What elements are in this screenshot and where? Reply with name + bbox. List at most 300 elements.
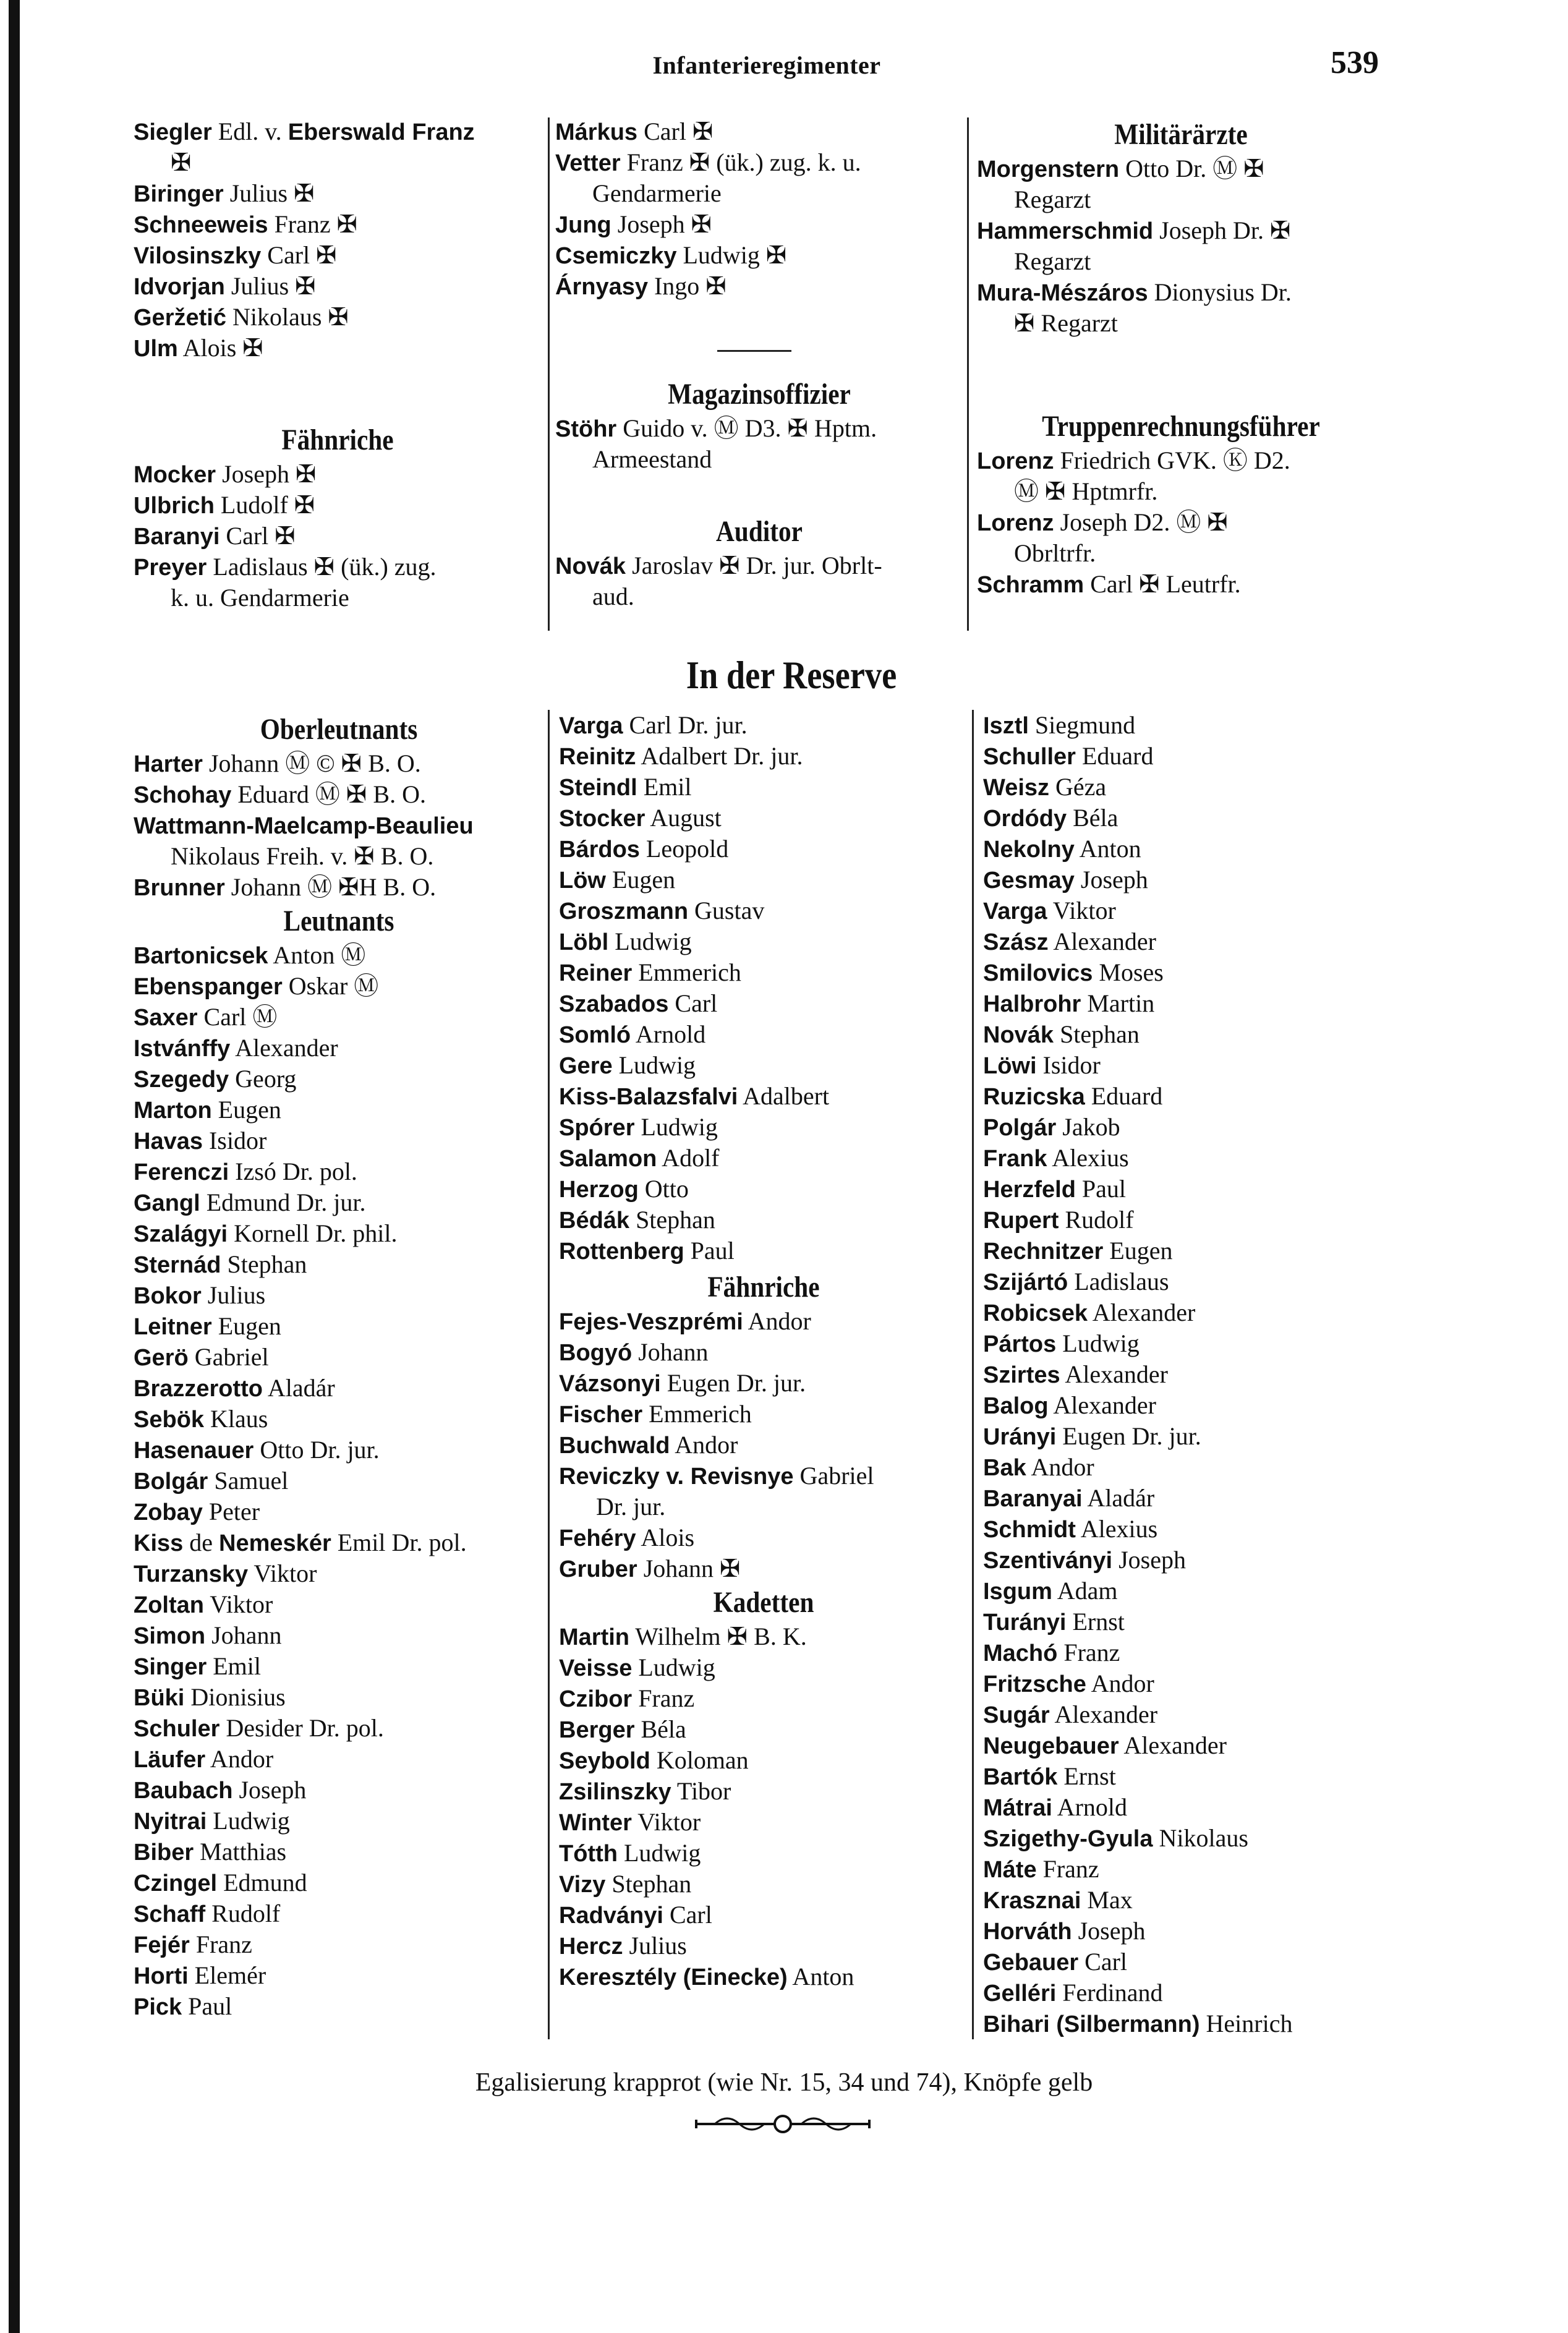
entry-surname: Gere bbox=[559, 1053, 613, 1079]
entry-text: Arnold bbox=[631, 1020, 706, 1048]
list-item bbox=[559, 988, 968, 1019]
col2-kadetten-list bbox=[559, 1621, 968, 1992]
list-item bbox=[134, 1280, 544, 1311]
entry-surname: Vetter bbox=[555, 150, 621, 176]
entry-text: Max bbox=[1081, 1886, 1133, 1914]
cross-icon: ✠ bbox=[346, 780, 367, 809]
entry-surname: Biringer bbox=[134, 181, 224, 207]
list-item bbox=[977, 215, 1385, 246]
list-item bbox=[559, 834, 968, 864]
entry-text: Paul bbox=[1075, 1175, 1127, 1203]
list-item bbox=[559, 1807, 968, 1838]
entry-surname: Hasenauer bbox=[134, 1438, 254, 1464]
entry-surname: Harter bbox=[134, 751, 203, 777]
entry-surname: Krasznai bbox=[983, 1888, 1081, 1914]
page-number: 539 bbox=[1331, 45, 1379, 80]
entry-surname: Szalágyi bbox=[134, 1221, 228, 1247]
entry-text: Eugen bbox=[211, 1096, 281, 1124]
entry-surname: Rupert bbox=[983, 1208, 1059, 1234]
entry-surname: Horti bbox=[134, 1963, 189, 1989]
entry-text: Béla bbox=[634, 1715, 686, 1743]
entry-surname: Saxer bbox=[134, 1005, 198, 1031]
entry-text: Julius bbox=[224, 272, 296, 300]
cross-icon: ✠ bbox=[1045, 477, 1066, 506]
entry-text: Joseph bbox=[232, 1776, 307, 1804]
col3-militararzte-heading: Militärärzte bbox=[1114, 118, 1248, 151]
list-item bbox=[983, 1081, 1391, 1112]
list-item bbox=[134, 1713, 544, 1744]
entry-surname: Varga bbox=[983, 898, 1047, 924]
entry-surname: Fejes-Veszprémi bbox=[559, 1309, 743, 1335]
entry-text: Andor bbox=[1026, 1453, 1094, 1481]
entry-text: Ludwig bbox=[634, 1113, 718, 1141]
entry-text: Franz bbox=[1057, 1639, 1120, 1666]
entry-surname: Czingel bbox=[134, 1870, 218, 1896]
entry-surname: Schramm bbox=[977, 572, 1084, 598]
entry-surname: Havas bbox=[134, 1128, 203, 1154]
entry-surname: Löbl bbox=[559, 929, 609, 955]
list-item bbox=[559, 1174, 968, 1205]
entry-text: Leopold bbox=[639, 835, 729, 863]
list-item bbox=[983, 1112, 1391, 1143]
entry-text: Jaroslav bbox=[626, 552, 720, 579]
list-item bbox=[977, 184, 1385, 215]
entry-text: de bbox=[183, 1529, 219, 1556]
list-item bbox=[559, 1745, 968, 1776]
entry-text: Béla bbox=[1067, 804, 1118, 832]
entry-text: B. O. bbox=[374, 842, 434, 870]
entry-surname: Márkus bbox=[555, 119, 638, 145]
entry-text: Franz bbox=[189, 1930, 252, 1958]
list-item bbox=[555, 444, 963, 475]
entry-surname: Leitner bbox=[134, 1314, 212, 1340]
column-rule-bottom-2 bbox=[972, 710, 974, 2039]
entry-text: Ladislaus bbox=[1068, 1268, 1169, 1295]
entry-text: Julius bbox=[223, 179, 294, 207]
page-spine-edge bbox=[9, 0, 20, 2333]
list-item bbox=[134, 872, 544, 903]
list-item bbox=[559, 1930, 968, 1961]
entry-text: Alexander bbox=[1048, 1391, 1156, 1419]
entry-text: Martin bbox=[1081, 989, 1155, 1017]
entry-text: Joseph D2. Ⓜ bbox=[1054, 508, 1208, 536]
entry-surname: Szirtes bbox=[983, 1362, 1060, 1388]
cross-icon: ✠ bbox=[1243, 155, 1264, 183]
entry-text: Ludwig bbox=[207, 1807, 290, 1835]
entry-text: Aladár bbox=[263, 1374, 335, 1402]
list-item bbox=[983, 741, 1391, 772]
entry-surname: Ulbrich bbox=[134, 493, 215, 519]
col2-top-list bbox=[555, 116, 963, 302]
cross-icon: ✠ bbox=[275, 522, 296, 550]
col2-auditor-heading: Auditor bbox=[716, 515, 803, 548]
entry-surname: Biber bbox=[134, 1840, 194, 1866]
entry-text: Joseph bbox=[1112, 1546, 1186, 1574]
entry-surname: Sebök bbox=[134, 1407, 205, 1433]
list-item bbox=[559, 1430, 968, 1461]
entry-surname: Steindl bbox=[559, 775, 637, 801]
entry-text: Andor bbox=[670, 1431, 738, 1459]
entry-surname: Hercz bbox=[559, 1934, 623, 1960]
entry-surname: Bartók bbox=[983, 1764, 1058, 1790]
list-item bbox=[983, 1143, 1391, 1174]
list-item bbox=[134, 147, 542, 178]
list-item bbox=[134, 1775, 544, 1806]
col2-kadetten-section bbox=[559, 1584, 968, 1992]
column-rule-top-2 bbox=[967, 117, 969, 631]
list-item bbox=[983, 926, 1391, 957]
entry-text: Nikolaus bbox=[1153, 1824, 1248, 1852]
cross-icon: ✠ bbox=[705, 272, 726, 301]
list-item bbox=[134, 1373, 544, 1404]
list-item bbox=[983, 772, 1391, 803]
entry-surname: Neugebauer bbox=[983, 1733, 1119, 1759]
entry-text: Regarzt bbox=[1034, 309, 1118, 337]
entry-surname: Fehéry bbox=[559, 1525, 636, 1551]
list-item bbox=[134, 1898, 544, 1929]
entry-surname: Reviczky v. Revisnye bbox=[559, 1464, 794, 1490]
entry-surname: Weisz bbox=[983, 775, 1050, 801]
entry-surname: Stocker bbox=[559, 806, 646, 832]
entry-text: Stephan bbox=[605, 1870, 692, 1898]
entry-surname: Simon bbox=[134, 1623, 206, 1649]
list-item bbox=[983, 1266, 1391, 1297]
list-item bbox=[977, 153, 1385, 184]
list-item bbox=[559, 1900, 968, 1930]
entry-text: Viktor bbox=[203, 1590, 273, 1618]
col2-magazin-heading: Magazinsoffizier bbox=[668, 378, 851, 411]
entry-text: Alexander bbox=[1060, 1360, 1168, 1388]
entry-surname: Morgenstern bbox=[977, 156, 1120, 182]
entry-text: Koloman bbox=[650, 1746, 749, 1774]
entry-text: Otto Dr. jur. bbox=[254, 1436, 380, 1464]
list-item bbox=[983, 957, 1391, 988]
entry-surname: Marton bbox=[134, 1098, 212, 1124]
entry-surname: Bédák bbox=[559, 1208, 630, 1234]
entry-text: Isidor bbox=[1036, 1051, 1101, 1079]
entry-text: Alexander bbox=[1048, 928, 1156, 955]
list-item bbox=[983, 1576, 1391, 1606]
cross-icon: ✠ bbox=[336, 210, 358, 239]
entry-text: Gabriel bbox=[793, 1462, 874, 1490]
list-item bbox=[134, 1806, 544, 1836]
list-item bbox=[134, 940, 544, 971]
list-item bbox=[134, 1836, 544, 1867]
list-item bbox=[983, 1205, 1391, 1235]
entry-surname: Bogyó bbox=[559, 1340, 633, 1366]
entry-text: Joseph bbox=[1072, 1917, 1146, 1945]
entry-surname: Robicsek bbox=[983, 1300, 1088, 1326]
list-item bbox=[134, 1249, 544, 1280]
list-item bbox=[559, 1112, 968, 1143]
entry-text: Desider Dr. pol. bbox=[219, 1714, 384, 1742]
entry-text: Johann bbox=[632, 1338, 709, 1366]
entry-surname: Seybold bbox=[559, 1748, 650, 1774]
list-item bbox=[134, 1682, 544, 1713]
entry-text: Carl bbox=[1078, 1948, 1128, 1976]
entry-text: Jakob bbox=[1056, 1113, 1120, 1141]
entry-text: Anton Ⓜ bbox=[268, 941, 366, 969]
list-item bbox=[559, 1081, 968, 1112]
cross-icon: ✠ bbox=[689, 148, 710, 177]
col2-reserve-list bbox=[559, 710, 968, 1266]
entry-surname: Baranyi bbox=[134, 524, 220, 550]
entry-text: Aladár bbox=[1082, 1484, 1155, 1512]
list-item bbox=[134, 779, 544, 810]
list-item bbox=[134, 748, 544, 779]
list-item bbox=[983, 1885, 1391, 1916]
list-item bbox=[134, 1002, 544, 1033]
entry-surname: Jung bbox=[555, 212, 611, 238]
list-item bbox=[559, 1050, 968, 1081]
entry-text: Ⓜ bbox=[1014, 477, 1045, 505]
col2-magazin-section bbox=[555, 376, 963, 475]
entry-text: Gabriel bbox=[188, 1343, 269, 1371]
list-item bbox=[555, 147, 963, 178]
entry-text: Rudolf bbox=[205, 1900, 281, 1927]
list-item bbox=[134, 1187, 544, 1218]
entry-text: B. K. bbox=[748, 1623, 807, 1650]
entry-text: Emmerich bbox=[632, 958, 741, 986]
list-item bbox=[983, 1421, 1391, 1452]
list-item bbox=[559, 1337, 968, 1368]
list-item bbox=[134, 1991, 544, 2022]
entry-surname: Lorenz bbox=[977, 510, 1054, 536]
cross-icon: ✠ bbox=[295, 460, 317, 488]
entry-text: Adam bbox=[1052, 1577, 1118, 1605]
cross-icon: ✠ bbox=[1207, 508, 1228, 537]
col3-truppen-heading: Truppenrechnungsführer bbox=[1042, 410, 1320, 443]
list-item bbox=[559, 957, 968, 988]
entry-text: Emil bbox=[637, 773, 692, 801]
list-item bbox=[555, 178, 963, 209]
list-item bbox=[983, 864, 1391, 895]
cross-icon: ✠ bbox=[692, 117, 714, 146]
list-item bbox=[983, 1977, 1391, 2008]
cross-icon: ✠ bbox=[1014, 309, 1035, 338]
entry-surname: Balog bbox=[983, 1393, 1049, 1419]
entry-surname: Keresztély (Einecke) bbox=[559, 1964, 788, 1990]
entry-surname: Idvorjan bbox=[134, 274, 225, 300]
list-item bbox=[134, 1342, 544, 1373]
entry-text: Julius bbox=[201, 1281, 266, 1309]
list-item bbox=[977, 277, 1385, 308]
entry-text: Oskar Ⓜ bbox=[282, 972, 379, 1000]
entry-surname: Bihari (Silbermann) bbox=[983, 2011, 1200, 2037]
entry-text: Nikolaus bbox=[226, 303, 328, 331]
entry-text: Obrltrfr. bbox=[1014, 539, 1096, 567]
entry-text: Franz bbox=[268, 210, 337, 238]
entry-surname: Martin bbox=[559, 1624, 629, 1650]
entry-surname: Novák bbox=[983, 1022, 1054, 1048]
entry-text: Johann Ⓜ © bbox=[202, 749, 341, 777]
list-item bbox=[559, 864, 968, 895]
entry-surname: Sternád bbox=[134, 1252, 221, 1278]
entry-surname: Árnyasy bbox=[555, 274, 648, 300]
list-item bbox=[977, 538, 1385, 569]
list-item bbox=[983, 1854, 1391, 1885]
list-item bbox=[983, 1328, 1391, 1359]
entry-surname: Siegler bbox=[134, 119, 212, 145]
entry-surname: Läufer bbox=[134, 1747, 206, 1773]
entry-surname: Szijártó bbox=[983, 1269, 1068, 1295]
list-item bbox=[134, 1527, 544, 1558]
list-item bbox=[134, 1033, 544, 1064]
entry-text: August bbox=[645, 804, 722, 832]
cross-icon: ✠ bbox=[691, 210, 712, 239]
entry-surname: Eberswald Franz bbox=[288, 119, 475, 145]
entry-surname: Herzfeld bbox=[983, 1177, 1076, 1203]
list-item bbox=[134, 841, 544, 872]
entry-text: Friedrich GVK. Ⓚ D2. bbox=[1054, 446, 1290, 474]
entry-surname: Gerö bbox=[134, 1345, 189, 1371]
col2-fahnriche-heading: Fähnriche bbox=[707, 1271, 820, 1303]
entry-text: Ernst bbox=[1057, 1762, 1116, 1790]
entry-surname: Zoltan bbox=[134, 1592, 204, 1618]
list-item bbox=[134, 333, 542, 364]
entry-surname: Buchwald bbox=[559, 1433, 670, 1459]
entry-text: Joseph bbox=[1074, 866, 1148, 894]
entry-text: Ludwig bbox=[617, 1839, 701, 1867]
list-item bbox=[134, 1125, 544, 1156]
entry-text: Leutrfr. bbox=[1159, 570, 1241, 598]
entry-surname: Lorenz bbox=[977, 448, 1054, 474]
list-item bbox=[555, 581, 963, 612]
entry-text: Moses bbox=[1093, 958, 1164, 986]
list-item bbox=[559, 1869, 968, 1900]
list-item bbox=[983, 1297, 1391, 1328]
list-item bbox=[559, 1838, 968, 1869]
col2-auditor-list bbox=[555, 550, 963, 612]
list-item bbox=[134, 1064, 544, 1094]
entry-text: Otto bbox=[638, 1175, 689, 1203]
list-item bbox=[134, 459, 542, 490]
entry-surname: Stöhr bbox=[555, 416, 617, 442]
list-item bbox=[134, 116, 542, 147]
entry-text: H B. O. bbox=[359, 873, 437, 901]
entry-surname: Bak bbox=[983, 1455, 1026, 1481]
entry-surname: Machó bbox=[983, 1640, 1058, 1666]
entry-surname: Bárdos bbox=[559, 837, 640, 863]
entry-text: Carl bbox=[663, 1901, 712, 1929]
reserve-heading: In der Reserve bbox=[686, 653, 897, 697]
entry-surname: Hammerschmid bbox=[977, 218, 1154, 244]
entry-surname: Spórer bbox=[559, 1115, 635, 1141]
entry-surname: Löwi bbox=[983, 1053, 1037, 1079]
entry-surname: Rechnitzer bbox=[983, 1239, 1104, 1265]
list-item bbox=[134, 1465, 544, 1496]
list-item bbox=[134, 521, 542, 552]
entry-text: Alexander bbox=[1118, 1731, 1227, 1759]
list-item bbox=[555, 413, 963, 444]
entry-text: Ludwig bbox=[1056, 1329, 1140, 1357]
entry-surname: Szentiványi bbox=[983, 1548, 1113, 1574]
entry-surname: Varga bbox=[559, 713, 623, 739]
entry-text: Emil bbox=[207, 1652, 262, 1680]
list-item bbox=[977, 569, 1385, 600]
list-item bbox=[983, 1545, 1391, 1576]
entry-text: Johann bbox=[637, 1555, 720, 1582]
list-item bbox=[983, 1699, 1391, 1730]
col1-leutnants-heading: Leutnants bbox=[283, 905, 394, 937]
entry-surname: Turzansky bbox=[134, 1561, 249, 1587]
entry-surname: Fritzsche bbox=[983, 1671, 1086, 1697]
col1-leutnants-section bbox=[134, 903, 544, 2022]
list-item bbox=[983, 1514, 1391, 1545]
entry-text: Nikolaus Freih. v. bbox=[171, 842, 354, 870]
list-item bbox=[134, 490, 542, 521]
entry-surname: Nekolny bbox=[983, 837, 1075, 863]
entry-text: Arnold bbox=[1052, 1793, 1128, 1821]
entry-text: Izsó Dr. pol. bbox=[229, 1158, 357, 1185]
col3-truppen-list bbox=[977, 445, 1385, 600]
entry-text: Eduard bbox=[1084, 1082, 1163, 1110]
list-item bbox=[559, 1205, 968, 1235]
cross-icon: ✠ bbox=[313, 553, 335, 581]
entry-surname: Baranyai bbox=[983, 1486, 1083, 1512]
entry-surname: Ulm bbox=[134, 336, 178, 362]
list-item bbox=[134, 582, 542, 613]
entry-text: Carl bbox=[637, 117, 692, 145]
cross-icon: ✠ bbox=[242, 334, 263, 362]
list-item bbox=[559, 1399, 968, 1430]
list-item bbox=[134, 1435, 544, 1465]
entry-text: Alexander bbox=[1049, 1700, 1158, 1728]
list-item bbox=[134, 240, 542, 271]
list-item bbox=[983, 1452, 1391, 1483]
entry-text: Alexius bbox=[1047, 1144, 1129, 1172]
entry-surname: Mocker bbox=[134, 462, 216, 488]
entry-text: Stephan bbox=[629, 1206, 715, 1234]
entry-text: Samuel bbox=[208, 1467, 289, 1495]
entry-surname: Herzog bbox=[559, 1177, 639, 1203]
cross-icon: ✠ bbox=[787, 414, 809, 443]
entry-text: Carl bbox=[668, 989, 718, 1017]
entry-text: Hptmrfr. bbox=[1065, 477, 1158, 505]
entry-text: Kornell Dr. phil. bbox=[228, 1219, 398, 1247]
entry-surname: Schaff bbox=[134, 1901, 206, 1927]
entry-text: Georg bbox=[229, 1065, 297, 1093]
entry-text: Siegmund bbox=[1028, 711, 1136, 739]
list-item bbox=[134, 1311, 544, 1342]
column-rule-top-1 bbox=[548, 117, 550, 631]
list-item bbox=[134, 178, 542, 209]
entry-surname: Novák bbox=[555, 553, 626, 579]
entry-text: Edl. v. bbox=[211, 117, 288, 145]
entry-text: Andor bbox=[1086, 1670, 1154, 1697]
entry-text: (ük.) zug. k. u. bbox=[710, 148, 861, 176]
list-item bbox=[559, 1683, 968, 1714]
entry-text: Regarzt bbox=[1014, 247, 1091, 275]
entry-surname: Reiner bbox=[559, 960, 633, 986]
ornament-icon bbox=[690, 2109, 876, 2139]
entry-surname: Vilosinszky bbox=[134, 243, 262, 269]
entry-surname: Löw bbox=[559, 868, 606, 894]
entry-text: Eugen bbox=[605, 866, 676, 894]
list-item bbox=[134, 1620, 544, 1651]
entry-text: Ludwig bbox=[676, 241, 766, 269]
list-item bbox=[983, 1390, 1391, 1421]
entry-text: Rudolf bbox=[1059, 1206, 1134, 1234]
entry-surname: Bartonicsek bbox=[134, 943, 268, 969]
cross-icon: ✠ bbox=[719, 552, 740, 580]
entry-text: Edmund Dr. jur. bbox=[200, 1188, 366, 1216]
cross-icon: ✠ bbox=[720, 1555, 741, 1583]
col1-oberleutnants-list bbox=[134, 748, 544, 903]
entry-surname: Winter bbox=[559, 1810, 632, 1836]
list-item bbox=[134, 1867, 544, 1898]
entry-text: Dr. jur. bbox=[596, 1493, 666, 1521]
